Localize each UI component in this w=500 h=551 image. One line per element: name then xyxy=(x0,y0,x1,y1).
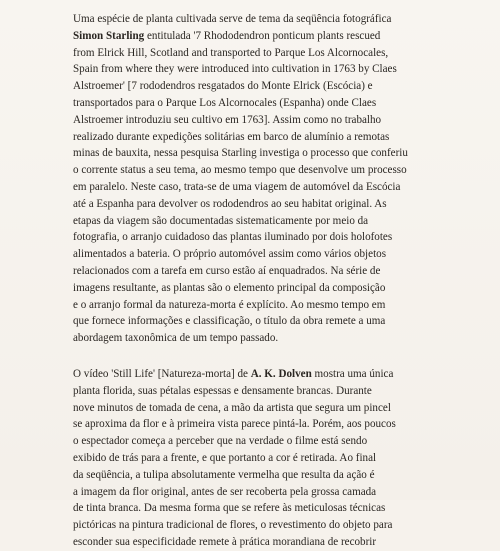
text-line xyxy=(73,280,423,297)
text-line xyxy=(73,162,423,179)
text-line xyxy=(73,11,423,28)
text-line xyxy=(73,112,423,129)
text-run: transportados para o Parque Los Alcornocales (Espanha) onde Claes xyxy=(73,96,377,109)
text-run: o corrente status a seu tema, ao mesmo tempo que desenvolve um processo xyxy=(73,164,407,177)
text-line xyxy=(73,28,423,45)
text-run: esconder sua especificidade remete à prática morandiana de recobrir xyxy=(73,535,377,548)
text-line xyxy=(73,416,423,433)
text-run: fotografia, o arranjo cuidadoso das plantas iluminado por dois holofotes xyxy=(73,231,393,244)
text-line xyxy=(73,400,423,417)
text-line xyxy=(73,450,423,467)
text-line xyxy=(73,330,423,347)
text-line xyxy=(73,484,423,501)
text-run: realizado durante expedições solitárias em barco de alumínio a remotas xyxy=(73,130,390,143)
text-run: a imagem da flor original, antes de ser recoberta pela grossa camada xyxy=(73,485,377,498)
text-run: imagens resultante, as plantas são o elemento principal da composição xyxy=(73,281,386,294)
text-run: se aproxima da flor e à primeira vista parece pintá-la. Porém, aos poucos xyxy=(73,418,396,431)
text-line xyxy=(73,500,423,517)
text-run: etapas da viagem são documentadas sistematicamente por meio da xyxy=(73,214,369,227)
text-line xyxy=(73,78,423,95)
artist-name: A. K. Dolven xyxy=(250,367,312,380)
text-line xyxy=(73,196,423,213)
text-line xyxy=(73,433,423,450)
text-run: planta florida, suas pétalas espessas e densamente brancas. Durante xyxy=(73,384,372,397)
text-line xyxy=(73,61,423,78)
text-run: em paralelo. Neste caso, trata-se de uma viagem de automóvel da Escócia xyxy=(73,180,401,193)
text-line xyxy=(73,246,423,263)
text-run: Spain from where they were introduced into cultivation in 1763 by Claes xyxy=(73,63,397,76)
body-text xyxy=(73,11,423,551)
text-run: alimentados a bateria. O próprio automóvel assim como vários objetos xyxy=(73,248,387,261)
text-line xyxy=(73,297,423,314)
paragraph xyxy=(73,11,423,347)
paragraph-gap xyxy=(73,347,423,366)
text-line xyxy=(73,45,423,62)
text-run: entitulada '7 Rhododendron ponticum plants rescued xyxy=(144,29,381,42)
text-run: de tinta branca. Da mesma forma que se refere às meticulosas técnicas xyxy=(73,502,386,515)
text-run: mostra uma única xyxy=(311,367,394,380)
text-line xyxy=(73,534,423,551)
text-line xyxy=(73,229,423,246)
text-line xyxy=(73,129,423,146)
text-run: Alstroemer introduziu seu cultivo em 1763]. Assim como no trabalho xyxy=(73,113,382,126)
text-run: abordagem taxonômica de um tempo passado. xyxy=(73,332,279,345)
text-line xyxy=(73,179,423,196)
text-run: Uma espécie de planta cultivada serve de tema da seqüência fotográfica xyxy=(73,13,392,25)
text-run: e o arranjo formal da natureza-morta é explícito. Ao mesmo tempo em xyxy=(73,298,386,311)
text-run: relacionados com a tarefa em curso estão aí enquadrados. Na série de xyxy=(73,264,381,277)
text-run: da seqüência, a tulipa absolutamente vermelha que resulta da ação é xyxy=(73,468,375,481)
text-run: o espectador começa a perceber que na verdade o filme está sendo xyxy=(73,435,368,448)
text-run: que fornece informações e classificação, o título da obra remete a uma xyxy=(73,315,386,328)
text-line xyxy=(73,145,423,162)
text-run: from Elrick Hill, Scotland and transported to Parque Los Alcornocales, xyxy=(73,46,389,59)
text-line xyxy=(73,383,423,400)
artist-name: Simon Starling xyxy=(73,29,145,42)
text-run: nove minutos de tomada de cena, a mão da artista que segura um pincel xyxy=(73,401,391,414)
text-line xyxy=(73,313,423,330)
text-run: Alstroemer' [7 rododendros resgatados do Monte Elrick (Escócia) e xyxy=(73,80,373,93)
text-run: minas de bauxita, nessa pesquisa Starling investiga o processo que conferiu xyxy=(73,147,408,160)
paragraph xyxy=(73,366,423,551)
text-line xyxy=(73,95,423,112)
text-line xyxy=(73,517,423,534)
text-line xyxy=(73,366,423,383)
text-run: O vídeo 'Still Life' [Natureza-morta] de xyxy=(73,367,251,380)
text-run: exibido de trás para a frente, e que portanto a cor é retirada. Ao final xyxy=(73,451,377,464)
text-line xyxy=(73,213,423,230)
text-line xyxy=(73,263,423,280)
text-line xyxy=(73,467,423,484)
text-run: até a Espanha para devolver os rododendros ao seu habitat original. As xyxy=(73,197,387,210)
text-run: pictóricas na pintura tradicional de flores, o revestimento do objeto para xyxy=(73,519,393,532)
